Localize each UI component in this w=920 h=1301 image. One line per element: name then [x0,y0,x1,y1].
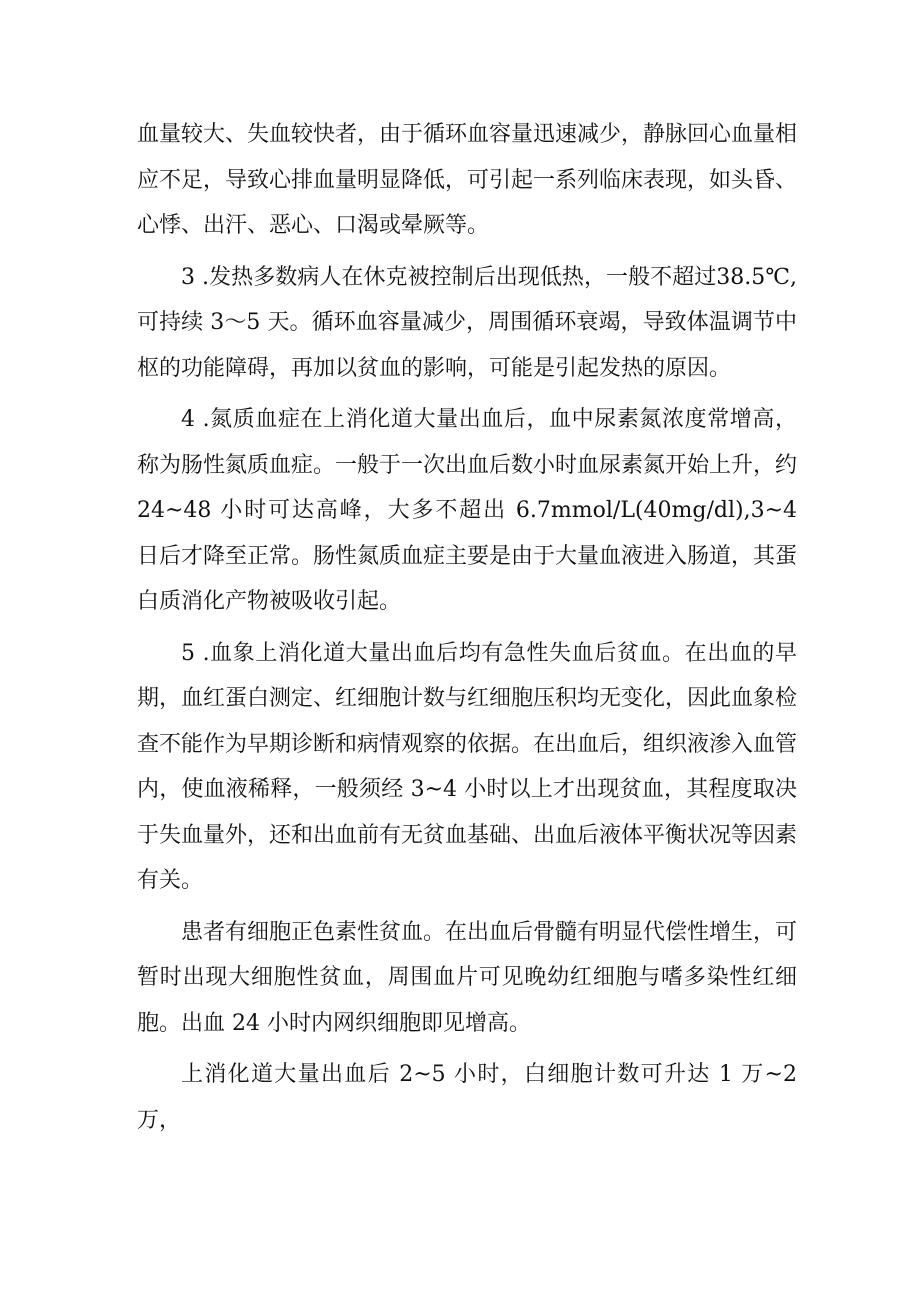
paragraph-anemia-type: 患者有细胞正色素性贫血。在出血后骨髓有明显代偿性增生，可暂时出现大细胞性贫血，周围血片可见晚幼红细胞与嗜多染性红细胞。出血 24 小时内网织细胞即见增高。 [137,919,798,1036]
paragraph-fever: 3 .发热多数病人在休克被控制后出现低热，一般不超过38.5℃,可持续 3～5 天。循环血容量减少，周围循环衰竭，导致体温调节中枢的功能障碍，再加以贫血的影响，可能是引起发热的原因。 [137,264,797,381]
paragraph-white-cell-count: 上消化道大量出血后 2~5 小时，白细胞计数可升达 1 万~2 万， [137,1062,797,1133]
paragraph-blood-loss-symptoms: 血量较大、失血较快者，由于循环血容量迅速减少，静脉回心血量相应不足，导致心排血量明显降低，可引起一系列临床表现，如头昏、心悸、出汗、恶心、口渴或晕厥等。 [137,122,798,238]
paragraph-blood-picture: 5 .血象上消化道大量出血后均有急性失血后贫血。在出血的早期，血红蛋白测定、红细胞计数与红细胞压积均无变化，因此血象检查不能作为早期诊断和病情观察的依据。在出血后，组织液渗入血管内，使血液稀释，一般须经 3~4 小时以上才出现贫血，其程度取决于失血量外，还和出血前有无贫血基础、出血后液体平衡状况等因素有关。 [137,640,798,893]
body-text [137,112,797,1143]
paragraph-azotemia: 4 .氮质血症在上消化道大量出血后，血中尿素氮浓度常增高，称为肠性氮质血症。一般于一次出血后数小时血尿素氮开始上升，约 24~48 小时可达高峰，大多不超出 6.7mmol/L(40mg/dl),3~4 日后才降至正常。肠性氮质血症主要是由于大量血液进入肠道，其蛋白质消化产物被吸收引起。 [137,407,798,614]
